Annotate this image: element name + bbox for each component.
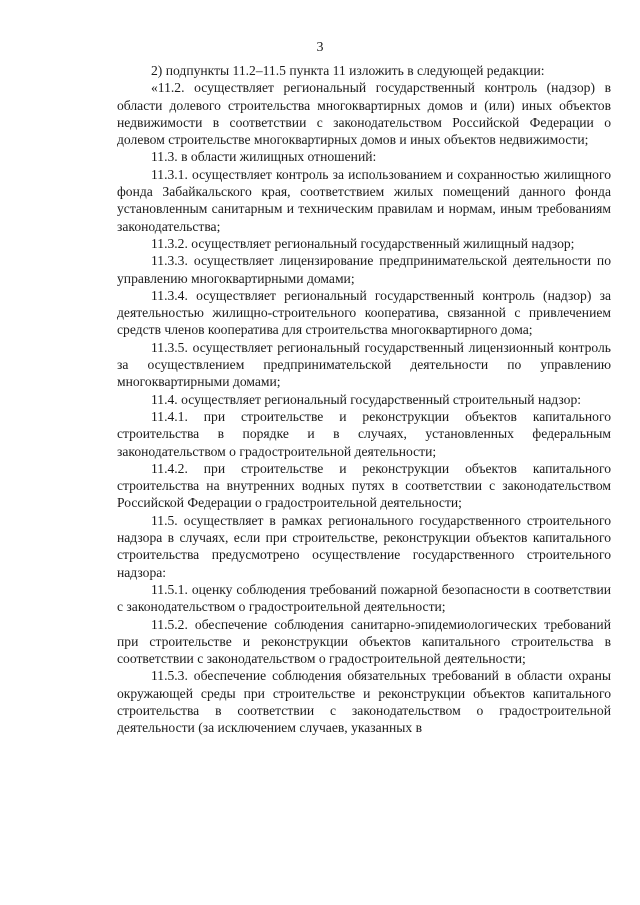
paragraph: 11.3. в области жилищных отношений:: [151, 149, 377, 165]
paragraph: 2) подпункты 11.2–11.5 пункта 11 изложить в следующей редакции:: [151, 63, 545, 78]
paragraph: 11.4.1. при строительстве и реконструкции объектов капитального строительства в порядке и в случаях, установленных федеральным законодательством о градостроительной деятельности;: [117, 408, 611, 459]
page-number: 3: [316, 40, 324, 55]
paragraph: 11.4.2. при строительстве и реконструкции объектов капитального строительства на внутренних водных путях в соответствии с законодательством Российской Федерации о градостроительной деятельности;: [117, 460, 611, 511]
paragraph: 11.5.2. обеспечение соблюдения санитарно-эпидемиологических требований при строительстве и реконструкции объектов капитального строительства в соответствии с законодательством о градостроительной деятельности;: [117, 616, 611, 667]
paragraph: 11.3.5. осуществляет региональный государственный лицензионный контроль за осуществлением предпринимательской деятельности по управлению многоквартирными домами;: [117, 339, 611, 390]
paragraph: 11.3.4. осуществляет региональный государственный контроль (надзор) за деятельностью жилищно-строительного кооператива, связанной с привлечением средств членов кооператива для строительства многоквартирного дома;: [117, 287, 611, 338]
paragraph: 11.3.1. осуществляет контроль за использованием и сохранностью жилищного фонда Забайкальского края, соответствием жилых помещений данного фонда установленным санитарным и техническим правилам и нормам, иным требованиям законодательства;: [117, 166, 611, 234]
paragraph: 11.5. осуществляет в рамках регионального государственного строительного надзора в случаях, если при строительстве, реконструкции объектов капитального строительства предусмотрено осуществление государственного строительного надзора:: [117, 512, 611, 580]
paragraph: 11.5.3. обеспечение соблюдения обязательных требований в области охраны окружающей среды при строительстве и реконструкции объектов капитального строительства в соответствии с законодательством о градостроительной деятельности (за исключением случаев, указанных в: [117, 668, 611, 736]
paragraph: 11.3.3. осуществляет лицензирование предпринимательской деятельности по управлению многоквартирными домами;: [117, 253, 611, 286]
paragraph: 11.5.1. оценку соблюдения требований пожарной безопасности в соответствии с законодательством о градостроительной деятельности;: [117, 581, 611, 615]
paragraph: 11.4. осуществляет региональный государственный строительный надзор:: [151, 391, 582, 407]
paragraph: 11.3.2. осуществляет региональный государственный жилищный надзор;: [151, 235, 575, 251]
paragraph: «11.2. осуществляет региональный государственный контроль (надзор) в области долевого строительства многоквартирных домов и (или) иных объектов недвижимости в соответствии с законодательством Российской Федерации о долевом строительстве многоквартирных домов и иных объектов недвижимости;: [117, 80, 611, 148]
document-body: [117, 62, 611, 737]
